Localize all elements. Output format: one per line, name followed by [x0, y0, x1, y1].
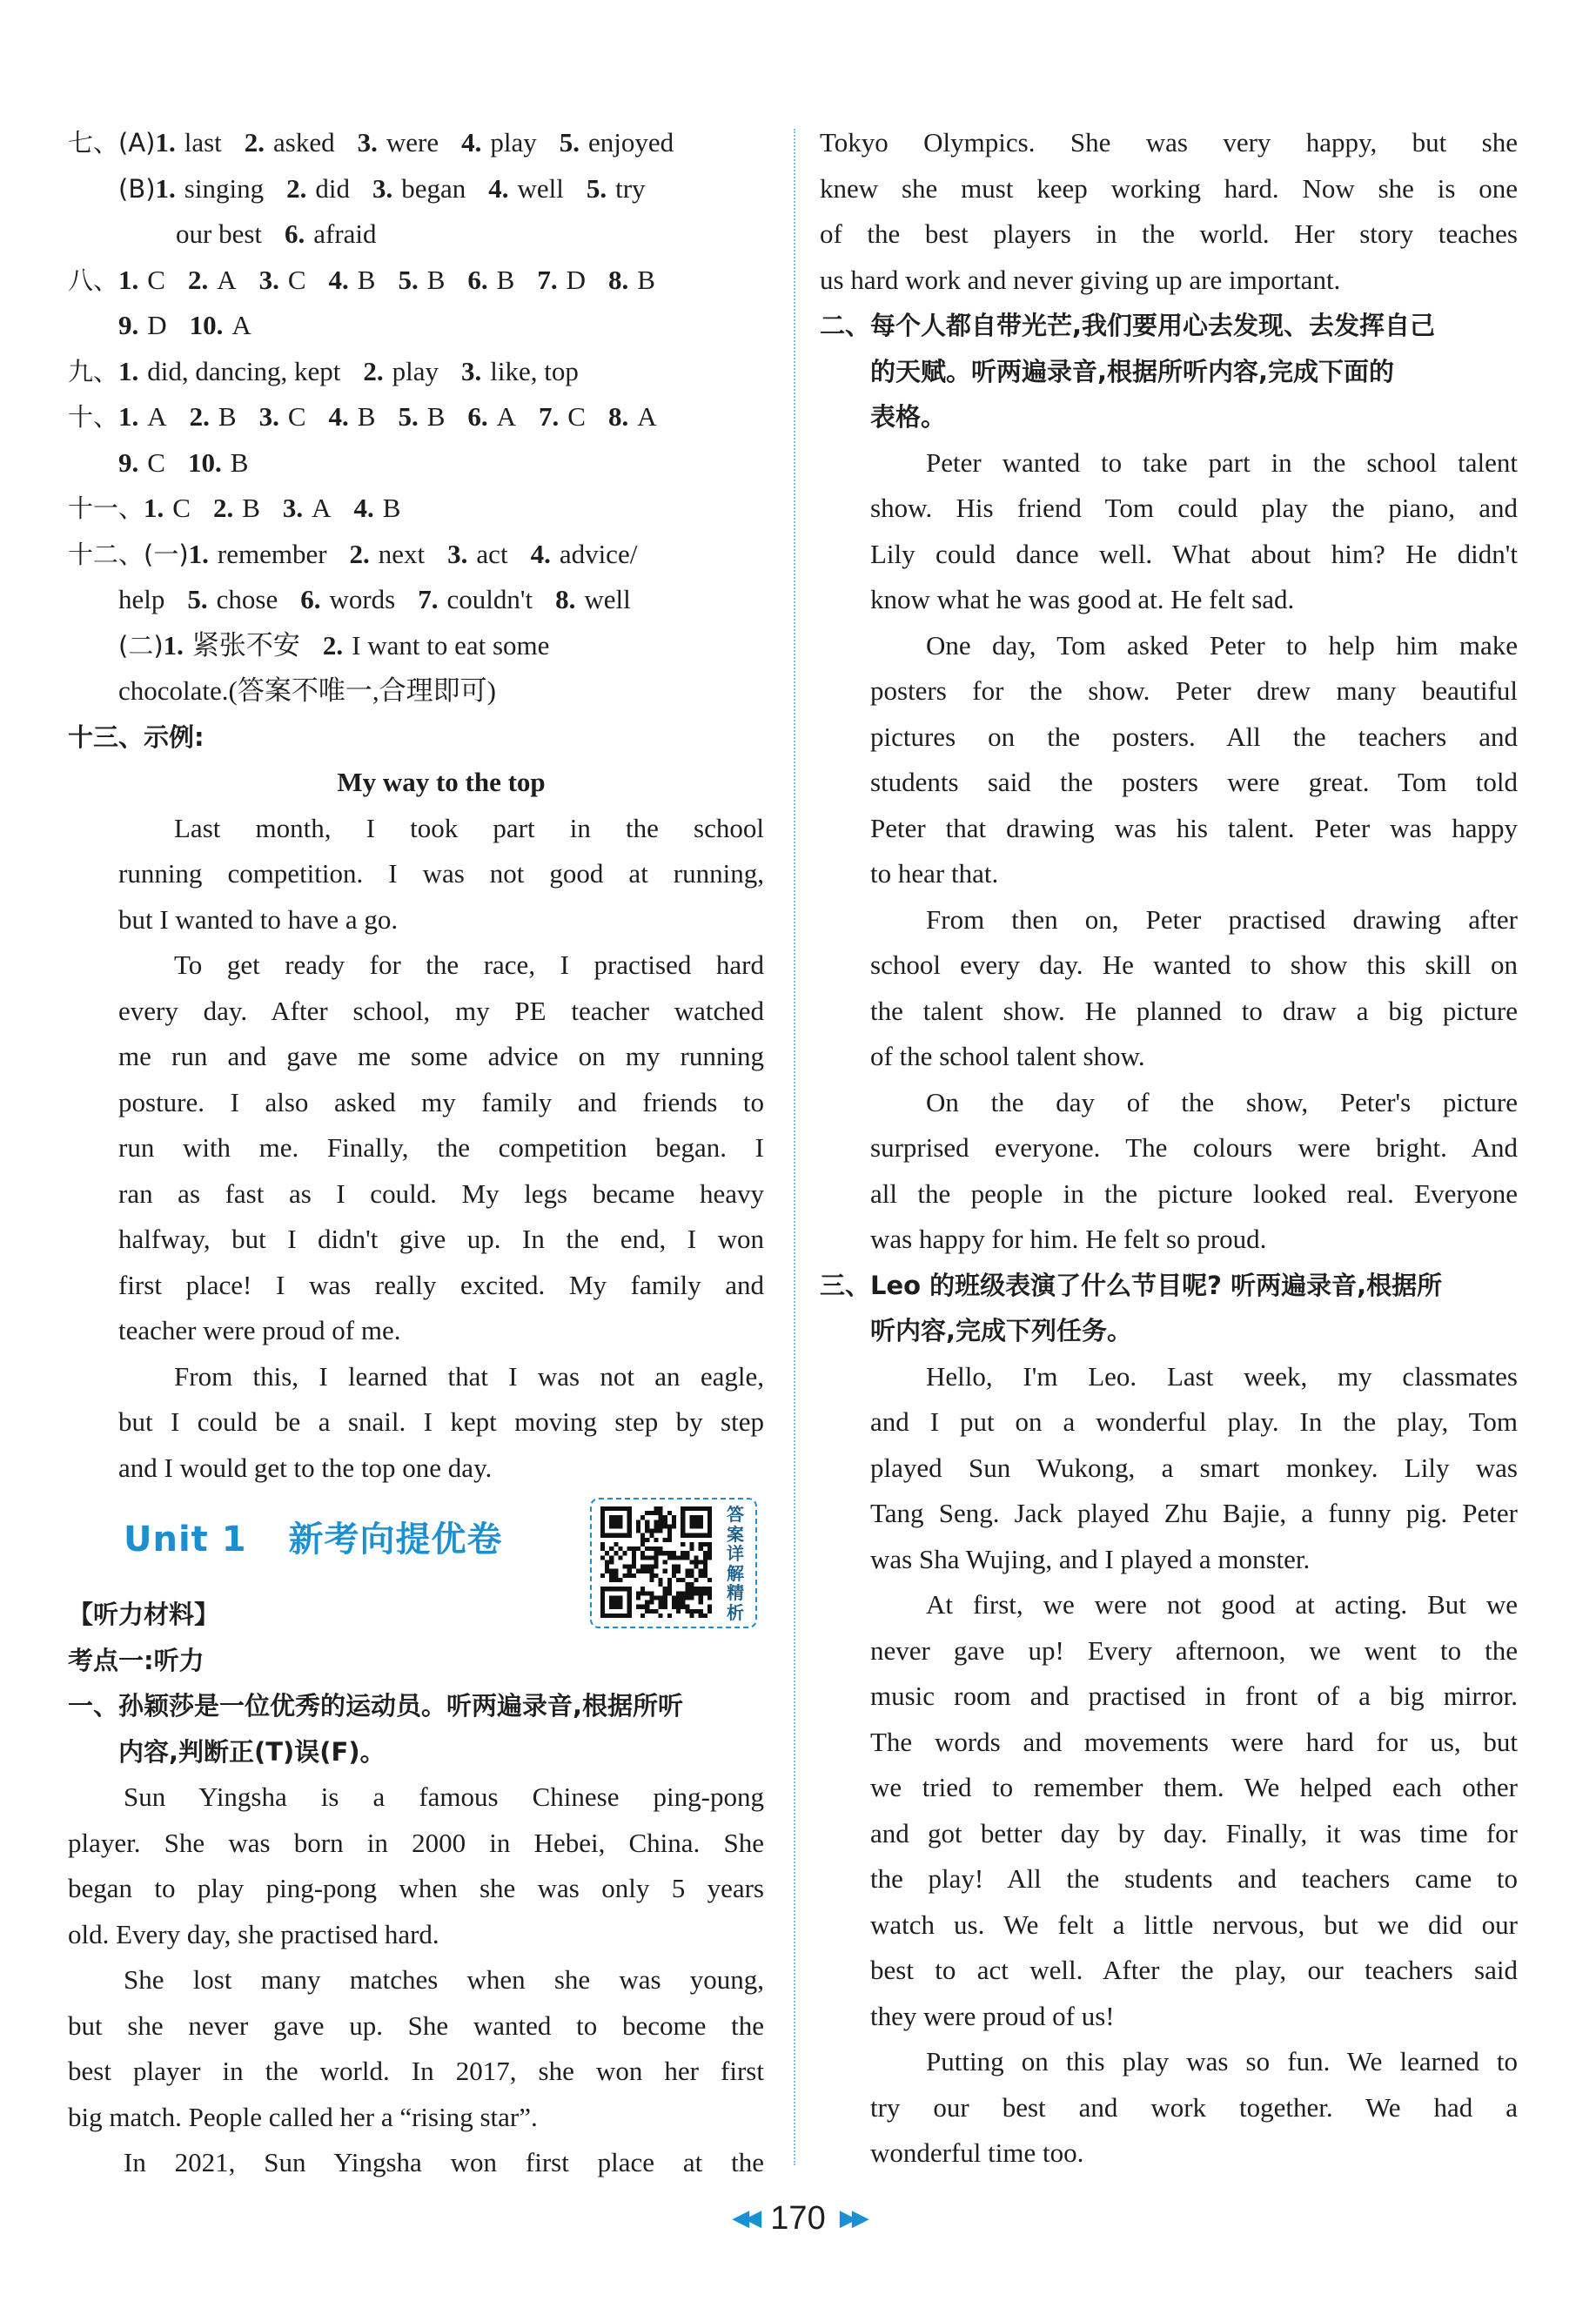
answer-row: [68, 577, 764, 623]
answer-value: B: [426, 401, 446, 432]
answer-number: 1.: [155, 127, 176, 158]
answer-item: [461, 127, 537, 158]
passage-line: the play! All the students and teachers came to: [870, 1863, 1518, 1894]
essay-line: halfway, but I didn't give up. In the end, I won: [118, 1224, 764, 1254]
prev-page-icon[interactable]: ◀◀: [732, 2204, 757, 2231]
passage-line: Peter that drawing was his talent. Peter was happy: [870, 812, 1518, 843]
answer-row: [68, 486, 764, 532]
answer-item: [587, 173, 646, 204]
answer-number: 4.: [461, 127, 482, 158]
answer-section-label: 十二、(一): [68, 539, 189, 569]
essay-line: teacher were proud of me.: [118, 1315, 401, 1345]
passage-line: we tried to remember them. We helped each other: [870, 1772, 1518, 1802]
essay-line: but I could be a snail. I kept moving step by step: [118, 1406, 764, 1437]
answer-key: [68, 120, 764, 715]
answer-item: [608, 265, 655, 295]
answer-section-label: 十、: [68, 402, 119, 432]
answer-number: 1.: [163, 629, 184, 661]
answer-item: [118, 584, 164, 614]
answer-item: [531, 539, 638, 569]
essay-line: every day. After school, my PE teacher watched: [118, 995, 764, 1026]
answer-item: [398, 401, 445, 432]
answer-row: [68, 394, 764, 440]
passage-line: player. She was born in 2000 in Hebei, China. She: [68, 1827, 764, 1858]
unit-number: Unit 1: [124, 1520, 247, 1560]
answer-value: began: [401, 172, 466, 204]
answer-item: [539, 401, 586, 432]
passage-line: wonderful time too.: [870, 2137, 1084, 2168]
answer-number: 2.: [244, 127, 265, 158]
answer-value: B: [357, 264, 376, 295]
answer-value: enjoyed: [587, 127, 674, 158]
passage-line: At first, we were not good at acting. But we: [926, 1589, 1518, 1620]
answer-number: 4.: [530, 538, 551, 569]
passage-line: On the day of the show, Peter's picture: [926, 1086, 1518, 1117]
answer-value: did: [315, 172, 350, 204]
answer-row: [68, 668, 764, 715]
answer-number: 2.: [349, 538, 370, 569]
answer-value: advice/: [559, 538, 638, 569]
answer-section-label: 八、: [68, 265, 119, 295]
answer-number: 4.: [328, 401, 349, 432]
answer-item: [190, 310, 251, 340]
passage-line: the talent show. He planned to draw a big picture: [870, 995, 1518, 1026]
answer-number: 5.: [398, 401, 419, 432]
answer-number: 1.: [144, 493, 164, 523]
answer-number: 1.: [118, 401, 139, 432]
answer-item: [363, 356, 439, 386]
answer-section-label: (B): [118, 173, 156, 204]
answer-number: 1.: [155, 172, 176, 204]
answer-item: [189, 539, 327, 569]
answer-value: play: [392, 355, 439, 386]
answer-number: 7.: [537, 264, 558, 295]
answer-number: 1.: [118, 264, 139, 295]
qr-answer-box[interactable]: [590, 1498, 757, 1628]
answer-item: [350, 539, 426, 569]
passage-line: us hard work and never giving up are important.: [820, 264, 1341, 295]
passage-line: surprised everyone. The colours were bright. And: [870, 1132, 1518, 1163]
answer-number: 8.: [607, 264, 629, 295]
answer-number: 10.: [189, 310, 224, 340]
answer-item: [467, 265, 514, 295]
passage-line: and got better day by day. Finally, it was time for: [870, 1817, 1518, 1848]
q2-passage: [820, 440, 1518, 1263]
answer-value: C: [287, 401, 306, 432]
answer-number: 6.: [285, 218, 305, 249]
answer-section-label: 十一、: [68, 493, 144, 523]
answer-value: B: [637, 264, 655, 295]
answer-row: [68, 120, 764, 166]
q1-passage: [68, 1775, 764, 2186]
answer-value: help: [118, 584, 165, 614]
passage-line: knew she must keep working hard. Now she is one: [820, 172, 1518, 204]
q1-passage-cont: [820, 120, 1518, 303]
left-column: [68, 120, 764, 2186]
sample-essay: [68, 806, 764, 1492]
right-column: [820, 120, 1518, 2177]
qr-label: 答案详解精析: [727, 1504, 744, 1623]
answer-item: [144, 493, 191, 523]
answer-value: try: [615, 172, 646, 204]
essay-line: but I wanted to have a go.: [118, 903, 399, 935]
answer-value: A: [496, 401, 517, 432]
essay-line: first place! I was really excited. My family and: [118, 1269, 764, 1300]
answer-value: like, top: [490, 355, 579, 386]
answer-item: [285, 218, 377, 249]
essay-line: To get ready for the race, I practised hard: [174, 949, 764, 980]
answer-value: our best: [176, 218, 263, 249]
answer-value: well: [517, 172, 564, 204]
answer-value: couldn't: [446, 584, 533, 614]
answer-value: remember: [217, 538, 327, 569]
answer-row: [68, 166, 764, 212]
passage-line: but she never gave up. She wanted to become the: [68, 2009, 764, 2041]
answer-number: 3.: [357, 127, 378, 158]
answer-item: [283, 493, 332, 523]
q3-heading-line: 三、Leo 的班级表演了什么节目呢? 听两遍录音,根据所: [820, 1270, 1443, 1300]
answer-item: [372, 173, 466, 204]
answer-item: [358, 127, 439, 158]
passage-line: of the best players in the world. Her story teaches: [820, 218, 1518, 249]
answer-value: C: [172, 493, 191, 523]
answer-value: C: [287, 264, 306, 295]
answer-item: [418, 584, 533, 614]
essay-title: My way to the top: [337, 767, 546, 797]
answer-value: A: [217, 264, 237, 295]
passage-line: Putting on this play was so fun. We learned to: [926, 2046, 1518, 2077]
passage-line: posters for the show. Peter drew many beautiful: [870, 675, 1518, 706]
answer-value: A: [637, 401, 657, 432]
answer-number: 2.: [322, 629, 344, 661]
q2-heading: [820, 303, 1518, 440]
answer-number: 3.: [258, 264, 279, 295]
answer-item: [118, 310, 167, 340]
passage-line: watch us. We felt a little nervous, but we did our: [870, 1909, 1518, 1940]
answer-number: 2.: [212, 493, 234, 523]
answer-number: 2.: [286, 172, 307, 204]
answer-item: [398, 265, 445, 295]
answer-value: B: [382, 493, 401, 523]
answer-number: 7.: [539, 401, 560, 432]
answer-number: 5.: [398, 264, 419, 295]
answer-number: 2.: [187, 264, 209, 295]
answer-value: 紧张不安: [191, 629, 300, 661]
answer-number: 1.: [188, 538, 209, 569]
column-divider: [794, 129, 795, 2165]
answer-value: B: [496, 264, 515, 295]
answer-item: [245, 127, 335, 158]
answer-value: I want to eat some: [352, 629, 550, 661]
q3-passage: [820, 1354, 1518, 2177]
passage-line: was happy for him. He felt so proud.: [870, 1224, 1267, 1254]
essay-line: ran as fast as I could. My legs became heavy: [118, 1177, 764, 1209]
passage-line: never gave up! Every afternoon, we went to the: [870, 1634, 1518, 1666]
answer-item: [118, 447, 165, 478]
answer-value: A: [147, 401, 167, 432]
answer-value: B: [357, 401, 376, 432]
answer-number: 7.: [418, 584, 439, 614]
passage-line: played Sun Wukong, a smart monkey. Lily was: [870, 1452, 1518, 1483]
answer-number: 3.: [258, 401, 279, 432]
answer-number: 8.: [555, 584, 576, 614]
answer-row: [68, 349, 764, 395]
answer-value: A: [231, 310, 251, 340]
answer-row: [68, 440, 764, 486]
answer-item: [164, 630, 300, 661]
listening-heading: 【听力材料】: [68, 1600, 220, 1629]
answer-number: 9.: [118, 310, 139, 340]
answer-section-label: 九、: [68, 356, 119, 386]
answer-item: [447, 539, 507, 569]
answer-item: [300, 584, 395, 614]
answer-value: C: [567, 401, 586, 432]
answer-item: [259, 265, 306, 295]
answer-row: [68, 211, 764, 258]
answer-value: play: [490, 127, 537, 158]
answer-item: [118, 401, 167, 432]
answer-value: words: [329, 584, 396, 614]
answer-item: [188, 265, 237, 295]
answer-value: C: [147, 446, 165, 478]
passage-line: The words and movements were hard for us, but: [870, 1726, 1518, 1757]
passage-line: students said the posters were great. Tom told: [870, 767, 1518, 797]
answer-item: [118, 675, 496, 706]
answer-item: [354, 493, 401, 523]
answer-value: were: [386, 127, 439, 158]
next-page-icon[interactable]: ▶▶: [839, 2204, 864, 2231]
passage-line: of the school talent show.: [870, 1041, 1145, 1071]
passage-line: began to play ping-pong when she was only 5 years: [68, 1873, 764, 1903]
passage-line: In 2021, Sun Yingsha won first place at the: [124, 2147, 764, 2177]
answer-value: B: [242, 493, 260, 523]
q2-heading-line: 表格。: [870, 402, 947, 432]
passage-line: show. His friend Tom could play the piano, and: [870, 493, 1518, 523]
answer-row: [68, 303, 764, 349]
passage-line: She lost many matches when she was young,: [124, 1964, 764, 1995]
answer-number: 6.: [467, 264, 488, 295]
answer-value: singing: [184, 172, 265, 204]
q1-heading-cont: 内容,判断正(T)误(F)。: [118, 1736, 386, 1767]
answer-row: [68, 258, 764, 304]
passage-line: Tang Seng. Jack played Zhu Bajie, a funny pig. Peter: [870, 1498, 1518, 1528]
page-footer: [0, 2200, 1596, 2238]
essay-line: and I would get to the top one day.: [118, 1452, 493, 1483]
passage-line: they were proud of us!: [870, 2000, 1115, 2031]
answer-number: 5.: [559, 127, 580, 158]
answer-item: [488, 173, 564, 204]
passage-line: all the people in the picture looked real. Everyone: [870, 1177, 1518, 1209]
answer-item: [461, 356, 579, 386]
answer-value: well: [584, 584, 631, 614]
answer-item: [608, 401, 657, 432]
answer-number: 1.: [118, 355, 139, 386]
answer-value: A: [312, 493, 332, 523]
passage-line: best player in the world. In 2017, she won her first: [68, 2056, 764, 2086]
page-number: 170: [770, 2200, 826, 2237]
answer-item: [259, 401, 306, 432]
essay-line: me run and gave me some advice on my running: [118, 1041, 764, 1071]
passage-line: music room and practised in front of a big mirror.: [870, 1681, 1518, 1711]
answer-item: [560, 127, 674, 158]
unit-title: [124, 1517, 503, 1563]
answer-number: 3.: [372, 172, 393, 204]
answer-number: 9.: [118, 446, 139, 478]
answer-number: 2.: [189, 401, 210, 432]
essay-line: Last month, I took part in the school: [174, 812, 764, 843]
answer-item: [118, 265, 165, 295]
answer-value: B: [426, 264, 446, 295]
passage-line: Hello, I'm Leo. Last week, my classmates: [926, 1360, 1518, 1392]
kaodian-label: 考点一:听力: [68, 1645, 205, 1675]
essay-line: From this, I learned that I was not an eagle,: [174, 1360, 764, 1392]
passage-line: was Sha Wujing, and I played a monster.: [870, 1543, 1311, 1574]
answer-item: [190, 401, 237, 432]
passage-line: One day, Tom asked Peter to help him make: [926, 629, 1518, 661]
answer-value: B: [218, 401, 237, 432]
passage-line: and I put on a wonderful play. In the play, Tom: [870, 1406, 1518, 1437]
answer-value: act: [476, 538, 508, 569]
sample-label: 十三、示例:: [68, 721, 205, 752]
answer-number: 2.: [363, 355, 384, 386]
answer-number: 3.: [461, 355, 482, 386]
answer-item: [187, 584, 278, 614]
answer-row: [68, 532, 764, 578]
answer-item: [156, 173, 265, 204]
answer-item: [329, 401, 376, 432]
answer-item: [329, 265, 376, 295]
passage-line: Sun Yingsha is a famous Chinese ping-pong: [124, 1781, 764, 1812]
answer-number: 4.: [488, 172, 509, 204]
answer-number: 8.: [607, 401, 629, 432]
answer-number: 4.: [353, 493, 374, 523]
answer-number: 6.: [300, 584, 321, 614]
answer-number: 5.: [586, 172, 607, 204]
passage-line: know what he was good at. He felt sad.: [870, 584, 1295, 614]
passage-line: old. Every day, she practised hard.: [68, 1918, 439, 1949]
passage-line: best to act well. After the play, our teachers said: [870, 1955, 1518, 1985]
answer-item: [323, 630, 550, 661]
answer-value: chose: [216, 584, 278, 614]
passage-line: From then on, Peter practised drawing after: [926, 903, 1518, 935]
answer-value: last: [184, 127, 222, 158]
answer-value: D: [147, 310, 167, 340]
passage-line: to hear that.: [870, 858, 999, 889]
answer-number: 3.: [447, 538, 468, 569]
passage-line: school every day. He wanted to show this skill on: [870, 949, 1518, 980]
passage-line: Peter wanted to take part in the school talent: [926, 446, 1518, 478]
passage-line: try our best and work together. We had a: [870, 2091, 1518, 2123]
answer-value: asked: [273, 127, 335, 158]
answer-row: [68, 623, 764, 669]
q2-heading-line: 的天赋。听两遍录音,根据所听内容,完成下面的: [870, 356, 1395, 386]
answer-value: D: [566, 264, 586, 295]
answer-item: [286, 173, 350, 204]
answer-value: afraid: [313, 218, 377, 249]
answer-item: [537, 265, 586, 295]
q1-heading: 一、孙颖莎是一位优秀的运动员。听两遍录音,根据所听: [68, 1691, 684, 1721]
answer-item: [188, 447, 248, 478]
answer-item: [155, 127, 221, 158]
answer-item: [213, 493, 260, 523]
q3-heading: [820, 1263, 1518, 1354]
answer-value: did, dancing, kept: [147, 355, 341, 386]
qr-code-icon[interactable]: [600, 1506, 712, 1618]
answer-number: 5.: [187, 584, 208, 614]
q2-heading-line: 二、每个人都自带光芒,我们要用心去发现、去发挥自己: [820, 311, 1436, 340]
q3-heading-line: 听内容,完成下列任务。: [870, 1316, 1133, 1345]
answer-value: C: [147, 264, 165, 295]
passage-line: Tokyo Olympics. She was very happy, but she: [820, 127, 1518, 158]
unit-subtitle: 新考向提优卷: [288, 1520, 503, 1560]
answer-item: [118, 356, 340, 386]
answer-section-label: (二): [118, 630, 164, 661]
answer-number: 6.: [467, 401, 488, 432]
answer-value: next: [378, 538, 426, 569]
essay-line: run with me. Finally, the competition began. I: [118, 1132, 764, 1163]
passage-line: Lily could dance well. What about him? He didn't: [870, 538, 1518, 569]
passage-line: big match. People called her a “rising star”.: [68, 2101, 538, 2132]
answer-item: [555, 584, 631, 614]
answer-value: chocolate.(答案不唯一,合理即可): [118, 675, 496, 706]
answer-number: 4.: [328, 264, 349, 295]
passage-line: pictures on the posters. All the teachers and: [870, 721, 1518, 752]
essay-line: posture. I also asked my family and friends to: [118, 1086, 764, 1117]
answer-number: 10.: [187, 446, 222, 478]
answer-value: B: [230, 446, 249, 478]
answer-number: 3.: [282, 493, 304, 523]
answer-item: [176, 218, 262, 249]
essay-line: running competition. I was not good at running,: [118, 858, 764, 889]
answer-section-label: 七、(A): [68, 128, 156, 158]
answer-item: [467, 401, 516, 432]
